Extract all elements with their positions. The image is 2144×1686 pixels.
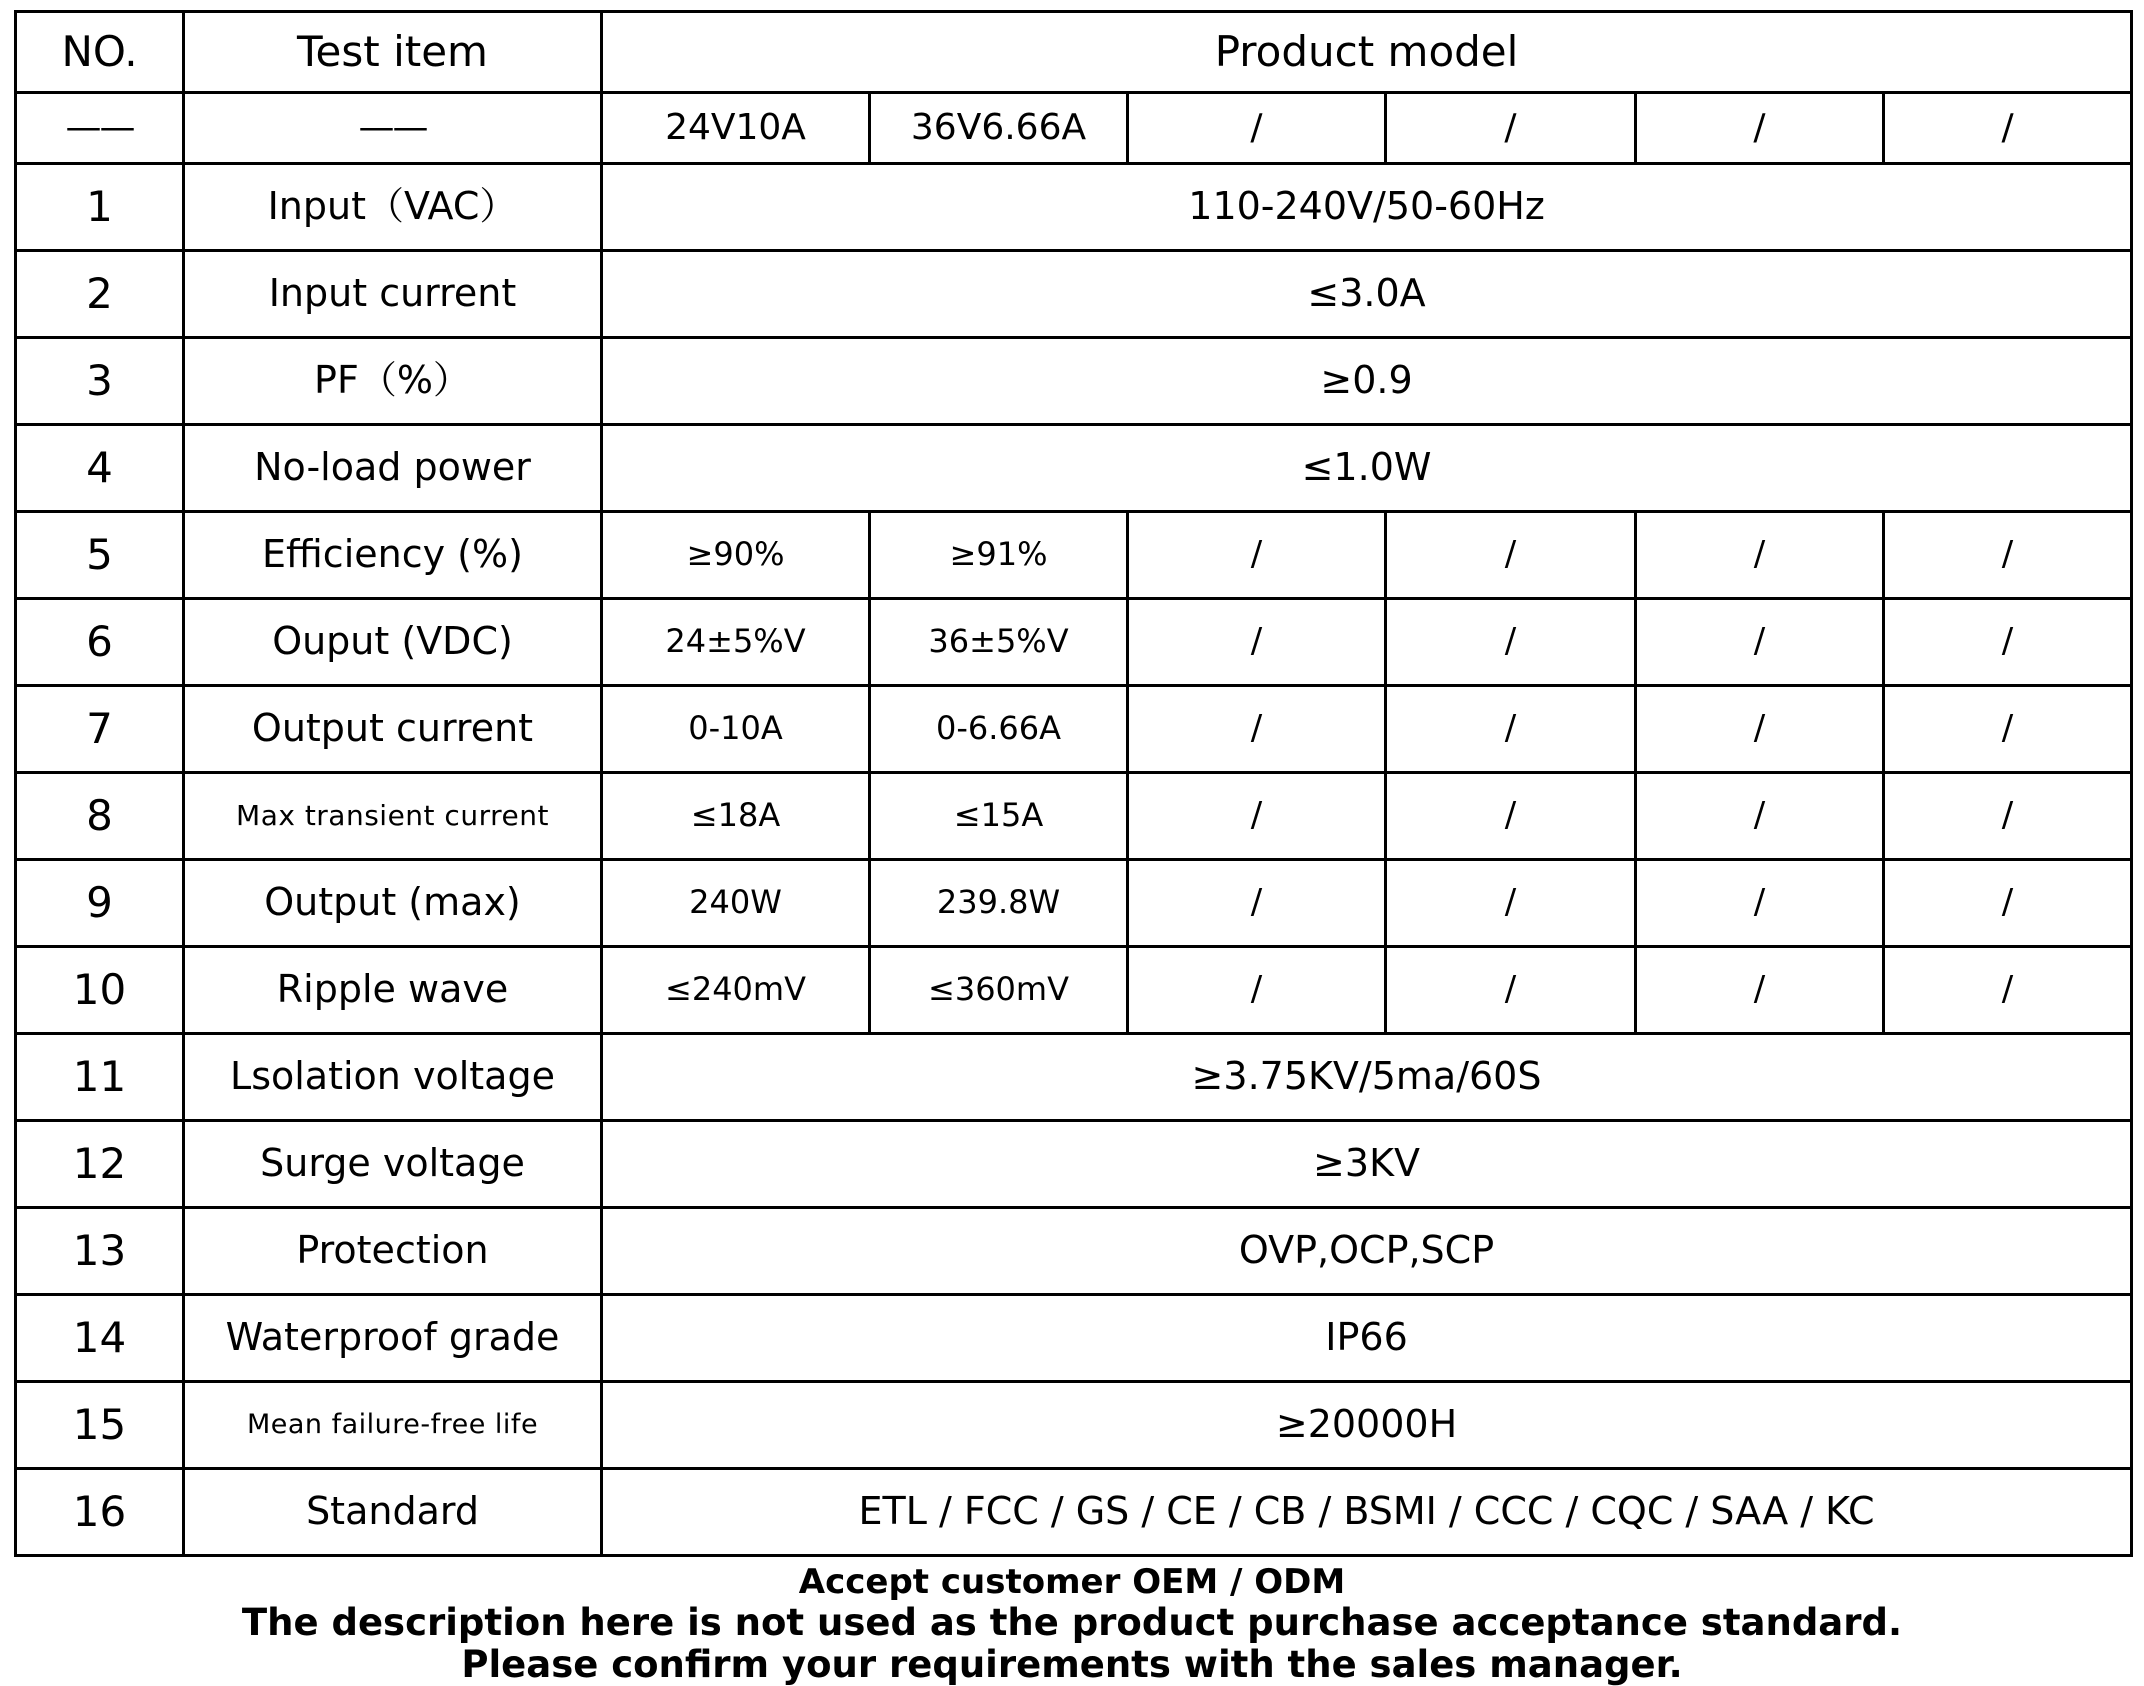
row-value-2: 239.8W [870, 860, 1128, 947]
table-row [16, 251, 2132, 338]
model-column-6: / [1884, 93, 2132, 164]
row-value-5: / [1636, 599, 1884, 686]
row-value-4: / [1386, 947, 1636, 1034]
model-column-3: / [1128, 93, 1386, 164]
row-item: Protection [184, 1208, 602, 1295]
row-no: 16 [16, 1469, 184, 1556]
table-row [16, 425, 2132, 512]
subheader-test-item: —— [184, 93, 602, 164]
row-item: Standard [184, 1469, 602, 1556]
row-value-1: ≥90% [602, 512, 870, 599]
row-value-6: / [1884, 599, 2132, 686]
row-no: 5 [16, 512, 184, 599]
row-value-2: ≤15A [870, 773, 1128, 860]
row-value-3: / [1128, 860, 1386, 947]
table-row [16, 1121, 2132, 1208]
row-item: Input（VAC） [184, 164, 602, 251]
product-spec-table [14, 10, 2133, 1557]
row-value: ≥0.9 [602, 338, 2132, 425]
row-no: 6 [16, 599, 184, 686]
row-value: OVP,OCP,SCP [602, 1208, 2132, 1295]
row-item: Input current [184, 251, 602, 338]
row-value-2: 0-6.66A [870, 686, 1128, 773]
row-value-6: / [1884, 860, 2132, 947]
row-no: 14 [16, 1295, 184, 1382]
row-value-6: / [1884, 773, 2132, 860]
model-column-4: / [1386, 93, 1636, 164]
row-value-6: / [1884, 512, 2132, 599]
row-no: 7 [16, 686, 184, 773]
row-value-4: / [1386, 512, 1636, 599]
row-no: 13 [16, 1208, 184, 1295]
row-no: 8 [16, 773, 184, 860]
row-item: Waterproof grade [184, 1295, 602, 1382]
row-value-5: / [1636, 686, 1884, 773]
header-no: NO. [16, 12, 184, 93]
row-no: 15 [16, 1382, 184, 1469]
row-no: 12 [16, 1121, 184, 1208]
header-product-model: Product model [602, 12, 2132, 93]
row-value: ≤1.0W [602, 425, 2132, 512]
row-value-2: 36±5%V [870, 599, 1128, 686]
note-disclaimer: The description here is not used as the product purchase acceptance standard. [241, 1601, 1903, 1645]
table-row [16, 773, 2132, 860]
row-value-3: / [1128, 599, 1386, 686]
row-value-2: ≥91% [870, 512, 1128, 599]
row-no: 2 [16, 251, 184, 338]
row-no: 3 [16, 338, 184, 425]
model-column-5: / [1636, 93, 1884, 164]
row-value: 110-240V/50-60Hz [602, 164, 2132, 251]
row-value: ≥20000H [602, 1382, 2132, 1469]
row-value-1: 0-10A [602, 686, 870, 773]
row-item: Ouput (VDC) [184, 599, 602, 686]
note-oem-odm: Accept customer OEM / ODM [798, 1562, 1346, 1602]
table-row [16, 1295, 2132, 1382]
table-row [16, 512, 2132, 599]
row-no: 1 [16, 164, 184, 251]
table-row [16, 860, 2132, 947]
header-test-item: Test item [184, 12, 602, 93]
row-value-4: / [1386, 773, 1636, 860]
table-row [16, 164, 2132, 251]
row-value-5: / [1636, 773, 1884, 860]
row-item: Output current [184, 686, 602, 773]
row-item: PF（%） [184, 338, 602, 425]
table-row [16, 338, 2132, 425]
model-column-2: 36V6.66A [870, 93, 1128, 164]
row-no: 10 [16, 947, 184, 1034]
row-no: 9 [16, 860, 184, 947]
row-value-1: ≤240mV [602, 947, 870, 1034]
row-value: ≥3.75KV/5ma/60S [602, 1034, 2132, 1121]
row-no: 4 [16, 425, 184, 512]
row-item: Efficiency (%) [184, 512, 602, 599]
row-item: Ripple wave [184, 947, 602, 1034]
row-item: Lsolation voltage [184, 1034, 602, 1121]
row-value-6: / [1884, 686, 2132, 773]
row-item: Max transient current [184, 773, 602, 860]
table-row [16, 1208, 2132, 1295]
table-row [16, 1034, 2132, 1121]
row-value-4: / [1386, 686, 1636, 773]
row-item: No-load power [184, 425, 602, 512]
table-row [16, 686, 2132, 773]
row-value-3: / [1128, 947, 1386, 1034]
row-value: ETL / FCC / GS / CE / CB / BSMI / CCC / CQC / SAA / KC [602, 1469, 2132, 1556]
row-value-3: / [1128, 773, 1386, 860]
note-confirm: Please confirm your requirements with the sales manager. [461, 1642, 1683, 1686]
row-value-5: / [1636, 947, 1884, 1034]
table-row [16, 947, 2132, 1034]
table-header-row [16, 12, 2132, 93]
model-column-1: 24V10A [602, 93, 870, 164]
subheader-no: —— [16, 93, 184, 164]
row-value-6: / [1884, 947, 2132, 1034]
row-value-1: ≤18A [602, 773, 870, 860]
table-row [16, 1382, 2132, 1469]
row-value: ≤3.0A [602, 251, 2132, 338]
row-item: Surge voltage [184, 1121, 602, 1208]
row-value-5: / [1636, 860, 1884, 947]
row-value-2: ≤360mV [870, 947, 1128, 1034]
row-item: Output (max) [184, 860, 602, 947]
row-value: ≥3KV [602, 1121, 2132, 1208]
row-item: Mean failure-free life [184, 1382, 602, 1469]
footer-notes [14, 1563, 2130, 1685]
row-value-1: 240W [602, 860, 870, 947]
table-row [16, 599, 2132, 686]
row-value-4: / [1386, 860, 1636, 947]
row-value-3: / [1128, 686, 1386, 773]
row-value-3: / [1128, 512, 1386, 599]
row-value: IP66 [602, 1295, 2132, 1382]
table-subheader-row [16, 93, 2132, 164]
row-no: 11 [16, 1034, 184, 1121]
row-value-1: 24±5%V [602, 599, 870, 686]
table-row [16, 1469, 2132, 1556]
row-value-4: / [1386, 599, 1636, 686]
row-value-5: / [1636, 512, 1884, 599]
